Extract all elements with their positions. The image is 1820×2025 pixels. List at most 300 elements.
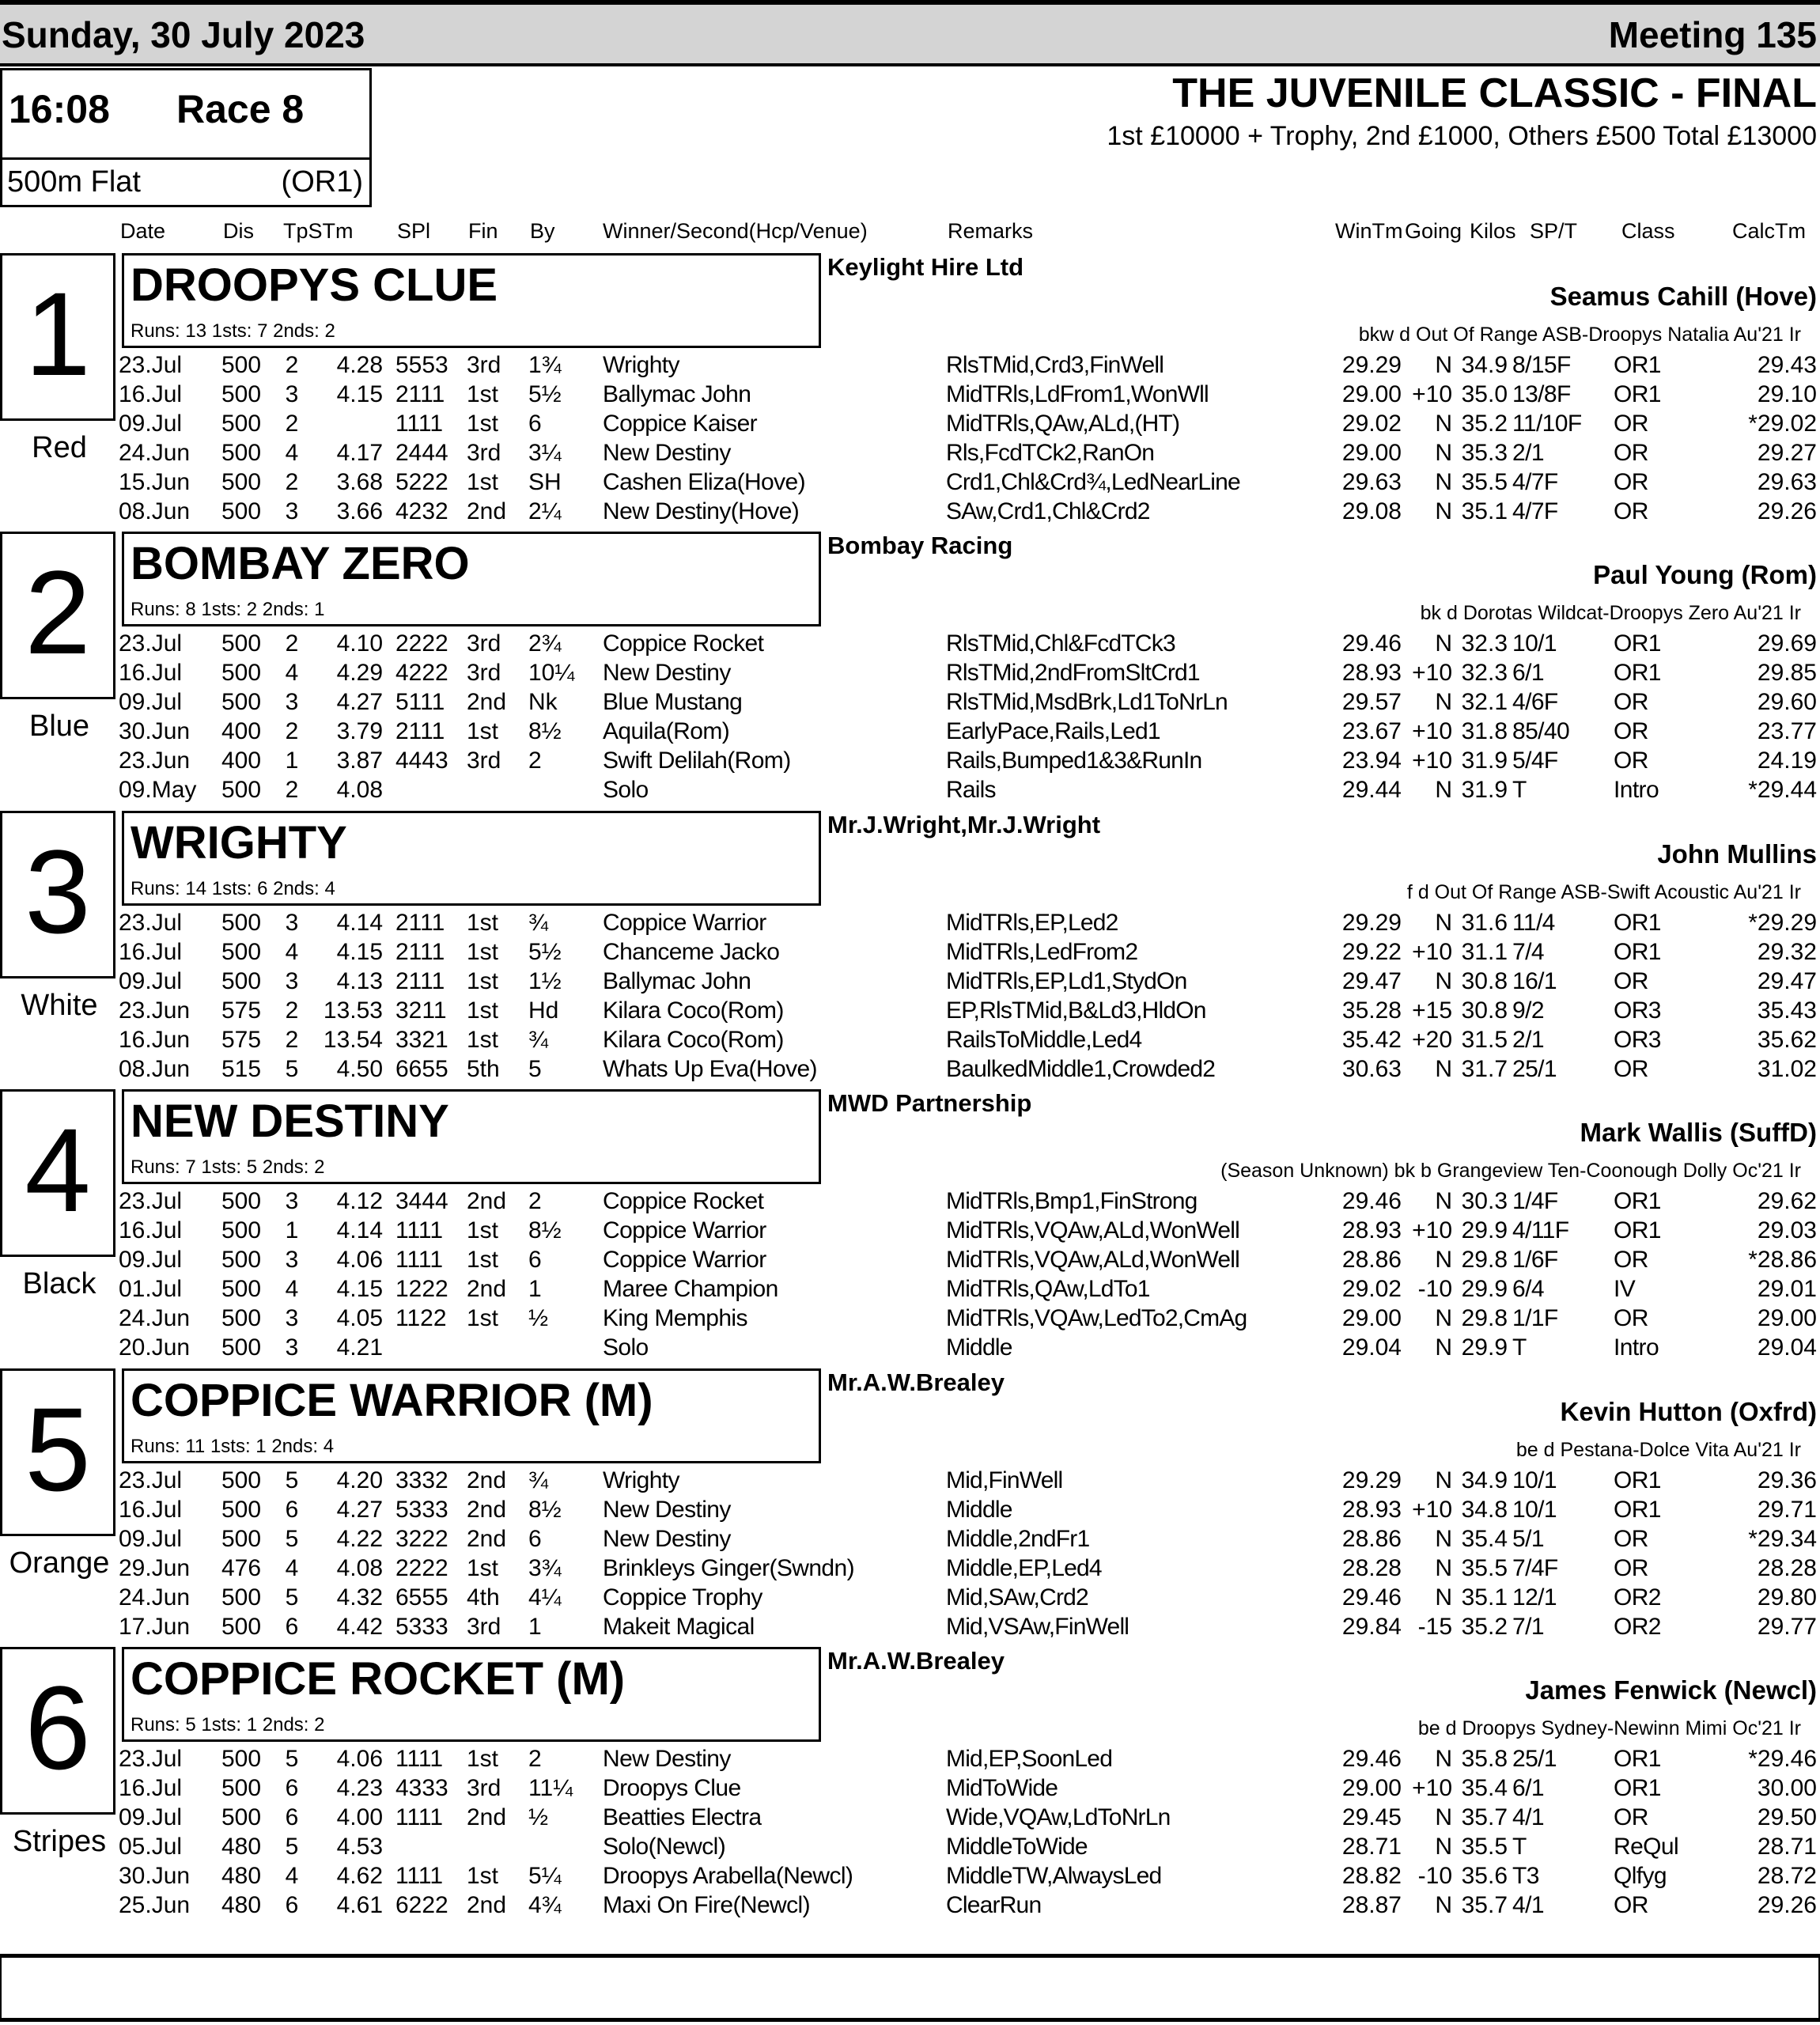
- race-title: THE JUVENILE CLASSIC - FINAL: [1172, 70, 1817, 116]
- form-calc-time: 28.71: [1757, 1834, 1817, 1860]
- form-class: OR1: [1614, 1775, 1661, 1801]
- form-split-positions: 6222: [395, 1892, 448, 1918]
- form-distance-beaten: Nk: [528, 689, 558, 715]
- dog-name: COPPICE ROCKET (M): [131, 1653, 626, 1705]
- form-calc-time: 29.47: [1757, 968, 1817, 994]
- form-finish: 4th: [467, 1584, 500, 1611]
- form-sectional: 4.14: [336, 910, 383, 936]
- dog-name: COPPICE WARRIOR (M): [131, 1375, 653, 1426]
- dog-name: DROOPYS CLUE: [131, 259, 498, 311]
- form-win-time: 28.87: [1341, 1892, 1402, 1918]
- form-remarks: BaulkedMiddle1,Crowded2: [946, 1056, 1216, 1082]
- form-starting-price: 10/1: [1512, 630, 1557, 657]
- form-sectional: 4.14: [336, 1217, 383, 1243]
- form-trap: 2: [285, 997, 299, 1024]
- form-trap: 6: [285, 1497, 299, 1523]
- form-row: [0, 717, 1820, 747]
- form-weight: 31.1: [1461, 939, 1508, 965]
- runner-block: [0, 1089, 1820, 1368]
- form-winner-second: Solo(Newcl): [603, 1834, 726, 1860]
- form-date: 16.Jul: [119, 381, 183, 407]
- form-row: [0, 659, 1820, 688]
- form-split-positions: 1111: [395, 1746, 444, 1772]
- form-going: N: [1435, 1746, 1452, 1772]
- form-weight: 29.9: [1461, 1334, 1508, 1361]
- form-distance-beaten: 4¼: [528, 1584, 562, 1611]
- form-finish: 1st: [467, 1217, 499, 1243]
- form-starting-price: T3: [1512, 1863, 1539, 1889]
- form-finish: [467, 1833, 522, 1861]
- form-distance: 500: [221, 498, 262, 524]
- trap-number: 3: [25, 825, 91, 958]
- dog-name-box: [122, 1647, 821, 1742]
- form-sectional: 3.68: [336, 469, 383, 495]
- dog-trainer: Seamus Cahill (Hove): [1549, 282, 1817, 311]
- form-win-time: 29.29: [1341, 352, 1402, 378]
- form-remarks: RailsToMiddle,Led4: [946, 1027, 1142, 1053]
- form-winner-second: Makeit Magical: [603, 1614, 755, 1640]
- form-row: [0, 1304, 1820, 1334]
- form-win-time: 28.28: [1341, 1555, 1402, 1581]
- form-going: -10: [1417, 1863, 1452, 1889]
- form-starting-price: 4/1: [1512, 1804, 1544, 1830]
- form-calc-time: 29.71: [1757, 1497, 1817, 1523]
- dog-run-stats: Runs: 11 1sts: 1 2nds: 4: [131, 1436, 335, 1457]
- form-row: [0, 1774, 1820, 1804]
- form-distance: 500: [221, 1526, 262, 1552]
- form-split-positions: 5222: [395, 469, 448, 495]
- form-remarks: RlsTMid,MsdBrk,Ld1ToNrLn: [946, 689, 1228, 715]
- form-row: [0, 630, 1820, 659]
- form-going: +10: [1412, 1497, 1452, 1523]
- form-trap: 2: [285, 352, 299, 378]
- form-going: +10: [1412, 1217, 1452, 1243]
- form-finish: 2nd: [467, 498, 507, 524]
- trap-number: 2: [25, 546, 91, 679]
- form-calc-time: 29.03: [1757, 1217, 1817, 1243]
- form-going: N: [1435, 440, 1452, 466]
- form-starting-price: T: [1512, 1834, 1527, 1860]
- form-winner-second: Brinkleys Ginger(Swndn): [603, 1555, 854, 1581]
- form-trap: 4: [285, 1863, 299, 1889]
- form-row: [0, 439, 1820, 468]
- form-weight: 30.8: [1461, 997, 1508, 1024]
- form-distance: 500: [221, 1614, 262, 1640]
- form-starting-price: 1/6F: [1512, 1247, 1558, 1273]
- form-win-time: 29.00: [1341, 381, 1402, 407]
- form-starting-price: 6/4: [1512, 1276, 1544, 1302]
- race-number: Race 8: [176, 87, 305, 131]
- dog-trainer: Paul Young (Rom): [1593, 560, 1817, 589]
- form-distance: 500: [221, 939, 262, 965]
- form-distance-beaten: 11¼: [528, 1775, 573, 1801]
- form-date: 16.Jul: [119, 660, 183, 686]
- form-date: 08.Jun: [119, 1056, 191, 1082]
- form-weight: 35.1: [1461, 1584, 1508, 1611]
- form-finish: 3rd: [467, 352, 501, 378]
- form-distance: 500: [221, 777, 262, 803]
- form-split-positions: 1111: [395, 1863, 444, 1889]
- form-weight: 31.8: [1461, 718, 1508, 744]
- dog-run-stats: Runs: 5 1sts: 1 2nds: 2: [131, 1714, 325, 1735]
- form-weight: 32.3: [1461, 630, 1508, 657]
- form-trap: 5: [285, 1056, 299, 1082]
- col-dis: Dis: [223, 219, 254, 243]
- form-distance: 500: [221, 1217, 262, 1243]
- dog-name-box: [122, 1089, 821, 1184]
- form-starting-price: 5/1: [1512, 1526, 1544, 1552]
- trap-colour: White: [21, 989, 98, 1022]
- form-win-time: 29.57: [1341, 689, 1402, 715]
- form-remarks: MidTRls,LedFrom2: [946, 939, 1138, 965]
- form-win-time: 23.67: [1341, 718, 1402, 744]
- form-starting-price: 2/1: [1512, 440, 1544, 466]
- form-calc-time: 29.00: [1757, 1305, 1817, 1331]
- form-class: OR: [1614, 498, 1648, 524]
- form-remarks: Mid,EP,SoonLed: [946, 1746, 1113, 1772]
- form-trap: 3: [285, 381, 299, 407]
- form-row: [0, 997, 1820, 1026]
- dog-breeding: (Season Unknown) bk b Grangeview Ten-Coonough Dolly Oc'21 Ir: [1220, 1160, 1801, 1182]
- form-remarks: Rls,FcdTCk2,RanOn: [946, 440, 1155, 466]
- form-distance-beaten: 6: [528, 411, 542, 437]
- dog-breeding: f d Out Of Range ASB-Swift Acoustic Au'21 Ir: [1406, 881, 1801, 903]
- form-remarks: Mid,SAw,Crd2: [946, 1584, 1088, 1611]
- form-calc-time: 29.10: [1757, 381, 1817, 407]
- form-remarks: MidToWide: [946, 1775, 1058, 1801]
- dog-breeding: bkw d Out Of Range ASB-Droopys Natalia Au'21 Ir: [1358, 324, 1801, 346]
- trap-colour: Orange: [9, 1546, 110, 1580]
- form-sectional: 4.08: [336, 1555, 383, 1581]
- form-win-time: 29.46: [1341, 630, 1402, 657]
- col-by: By: [530, 219, 555, 243]
- form-split-positions: 3211: [395, 997, 447, 1024]
- form-trap: 3: [285, 1188, 299, 1214]
- form-distance-beaten: 4¾: [528, 1892, 562, 1918]
- form-going: N: [1435, 1584, 1452, 1611]
- form-distance: 500: [221, 630, 262, 657]
- form-split-positions: 5333: [395, 1614, 448, 1640]
- form-trap: 4: [285, 1276, 299, 1302]
- form-starting-price: 4/11F: [1512, 1217, 1569, 1243]
- form-winner-second: New Destiny: [603, 660, 731, 686]
- form-weight: 31.5: [1461, 1027, 1508, 1053]
- form-distance: 500: [221, 1467, 262, 1493]
- form-sectional: [304, 410, 383, 438]
- form-weight: 35.1: [1461, 498, 1508, 524]
- form-distance-beaten: ¾: [528, 1027, 549, 1053]
- form-starting-price: 4/1: [1512, 1892, 1544, 1918]
- trap-colour: Blue: [28, 710, 90, 743]
- form-distance: 500: [221, 910, 262, 936]
- form-weight: 35.0: [1461, 381, 1508, 407]
- form-winner-second: New Destiny: [603, 1746, 731, 1772]
- form-winner-second: Coppice Trophy: [603, 1584, 762, 1611]
- form-split-positions: 1111: [395, 1247, 444, 1273]
- form-going: N: [1435, 1056, 1452, 1082]
- form-class: OR: [1614, 718, 1648, 744]
- col-sp: SP/T: [1530, 219, 1578, 243]
- form-win-time: 29.46: [1341, 1746, 1402, 1772]
- form-winner-second: Solo: [603, 777, 649, 803]
- form-going: N: [1435, 469, 1452, 495]
- form-split-positions: 5553: [395, 352, 448, 378]
- form-row: [0, 1026, 1820, 1055]
- form-distance-beaten: 3¼: [528, 440, 562, 466]
- form-date: 09.Jul: [119, 1247, 183, 1273]
- form-starting-price: 16/1: [1512, 968, 1557, 994]
- form-date: 20.Jun: [119, 1334, 191, 1361]
- form-sectional: 13.54: [323, 1027, 383, 1053]
- form-split-positions: 4232: [395, 498, 448, 524]
- form-split-positions: 2222: [395, 1555, 448, 1581]
- form-row: [0, 1055, 1820, 1084]
- form-distance-beaten: 2¾: [528, 630, 562, 657]
- form-starting-price: 12/1: [1512, 1584, 1557, 1611]
- form-sectional: 4.27: [336, 689, 383, 715]
- form-finish: [467, 1334, 522, 1362]
- form-date: 01.Jul: [119, 1276, 183, 1302]
- form-trap: 2: [285, 777, 299, 803]
- dog-name: WRIGHTY: [131, 817, 347, 869]
- dog-trainer: John Mullins: [1657, 839, 1817, 869]
- form-win-time: 29.84: [1341, 1614, 1402, 1640]
- form-weight: 29.8: [1461, 1247, 1508, 1273]
- form-remarks: Wide,VQAw,LdToNrLn: [946, 1804, 1171, 1830]
- form-sectional: 4.13: [336, 968, 383, 994]
- form-calc-time: 35.62: [1757, 1027, 1817, 1053]
- form-sectional: 4.53: [336, 1834, 383, 1860]
- form-remarks: Crd1,Chl&Crd¾,LedNearLine: [946, 469, 1240, 495]
- form-starting-price: 7/4F: [1512, 1555, 1558, 1581]
- form-remarks: MiddleTW,AlwaysLed: [946, 1863, 1162, 1889]
- form-calc-time: 35.43: [1757, 997, 1817, 1024]
- runner-block: [0, 532, 1820, 810]
- form-class: OR1: [1614, 910, 1661, 936]
- form-weight: 35.5: [1461, 1555, 1508, 1581]
- form-going: +10: [1412, 718, 1452, 744]
- form-calc-time: *29.02: [1748, 411, 1817, 437]
- form-split-positions: 1222: [395, 1276, 448, 1302]
- form-row: [0, 1275, 1820, 1304]
- form-class: OR: [1614, 469, 1648, 495]
- form-sectional: 4.22: [336, 1526, 383, 1552]
- form-distance: 500: [221, 1188, 262, 1214]
- form-weight: 35.7: [1461, 1892, 1508, 1918]
- form-row: [0, 776, 1820, 805]
- form-finish: 1st: [467, 939, 499, 965]
- form-row: [0, 1554, 1820, 1584]
- form-remarks: MidTRls,VQAw,LedTo2,CmAg: [946, 1305, 1247, 1331]
- col-remarks: Remarks: [948, 219, 1034, 243]
- form-win-time: 29.29: [1341, 1467, 1402, 1493]
- form-win-time: 29.63: [1341, 469, 1402, 495]
- form-starting-price: 4/7F: [1512, 498, 1558, 524]
- form-split-positions: 6655: [395, 1056, 448, 1082]
- dog-name: NEW DESTINY: [131, 1096, 449, 1147]
- form-class: OR1: [1614, 660, 1661, 686]
- form-calc-time: *29.46: [1748, 1746, 1817, 1772]
- form-distance-beaten: 10¼: [528, 660, 575, 686]
- form-weight: 35.8: [1461, 1746, 1508, 1772]
- form-sectional: 4.28: [336, 352, 383, 378]
- form-calc-time: 29.77: [1757, 1614, 1817, 1640]
- form-row: [0, 351, 1820, 380]
- col-fin: Fin: [468, 219, 498, 243]
- form-distance: 500: [221, 411, 262, 437]
- form-going: N: [1435, 689, 1452, 715]
- form-class: OR: [1614, 689, 1648, 715]
- trap-colour: Black: [22, 1267, 96, 1300]
- form-remarks: Middle,2ndFr1: [946, 1526, 1090, 1552]
- form-starting-price: 1/1F: [1512, 1305, 1558, 1331]
- form-win-time: 29.08: [1341, 498, 1402, 524]
- form-winner-second: Beatties Electra: [603, 1804, 762, 1830]
- form-trap: 3: [285, 689, 299, 715]
- form-weight: 29.9: [1461, 1276, 1508, 1302]
- form-calc-time: 30.00: [1757, 1775, 1817, 1801]
- trap-number: 5: [25, 1383, 91, 1516]
- form-winner-second: Coppice Rocket: [603, 630, 764, 657]
- form-distance-beaten: 3¾: [528, 1555, 562, 1581]
- form-going: N: [1435, 411, 1452, 437]
- col-calctm: CalcTm: [1732, 219, 1806, 243]
- form-date: 23.Jul: [119, 1467, 183, 1493]
- form-going: N: [1435, 1467, 1452, 1493]
- form-calc-time: *29.29: [1748, 910, 1817, 936]
- form-weight: 35.6: [1461, 1863, 1508, 1889]
- form-row: [0, 1862, 1820, 1891]
- form-going: N: [1435, 1892, 1452, 1918]
- form-split-positions: 3321: [395, 1027, 448, 1053]
- form-class: OR1: [1614, 1217, 1661, 1243]
- form-win-time: 30.63: [1341, 1056, 1402, 1082]
- form-remarks: Mid,FinWell: [946, 1467, 1063, 1493]
- form-split-positions: 2111: [395, 968, 445, 994]
- form-starting-price: 10/1: [1512, 1497, 1557, 1523]
- form-split-positions: 2111: [395, 910, 445, 936]
- race-prize: 1st £10000 + Trophy, 2nd £1000, Others £500 Total £13000: [1107, 121, 1817, 151]
- form-split-positions: [395, 1833, 460, 1861]
- form-distance: 480: [221, 1863, 262, 1889]
- form-win-time: 29.02: [1341, 1276, 1402, 1302]
- form-remarks: MiddleToWide: [946, 1834, 1088, 1860]
- form-row: [0, 468, 1820, 498]
- form-starting-price: 85/40: [1512, 718, 1570, 744]
- form-calc-time: 29.63: [1757, 469, 1817, 495]
- form-win-time: 35.28: [1341, 997, 1402, 1024]
- form-split-positions: [395, 1334, 460, 1362]
- form-going: N: [1435, 352, 1452, 378]
- form-going: N: [1435, 1305, 1452, 1331]
- form-sectional: 4.05: [336, 1305, 383, 1331]
- form-winner-second: Coppice Warrior: [603, 910, 766, 936]
- form-win-time: 29.02: [1341, 411, 1402, 437]
- form-starting-price: 10/1: [1512, 1467, 1557, 1493]
- form-going: +10: [1412, 660, 1452, 686]
- form-weight: 35.7: [1461, 1804, 1508, 1830]
- form-row: [0, 1833, 1820, 1862]
- form-remarks: MidTRls,QAw,LdTo1: [946, 1276, 1150, 1302]
- form-calc-time: *28.86: [1748, 1247, 1817, 1273]
- form-date: 09.Jul: [119, 1804, 183, 1830]
- form-sectional: 4.17: [336, 440, 383, 466]
- dog-run-stats: Runs: 14 1sts: 6 2nds: 4: [131, 878, 335, 899]
- form-winner-second: Coppice Warrior: [603, 1217, 766, 1243]
- form-distance-beaten: 2¼: [528, 498, 562, 524]
- form-finish: 3rd: [467, 630, 501, 657]
- form-split-positions: 5111: [395, 689, 445, 715]
- form-winner-second: Wrighty: [603, 1467, 679, 1493]
- form-sectional: 4.42: [336, 1614, 383, 1640]
- form-row: [0, 1496, 1820, 1525]
- form-date: 23.Jul: [119, 1188, 183, 1214]
- form-distance-beaten: 8½: [528, 1497, 562, 1523]
- form-sectional: 4.15: [336, 381, 383, 407]
- form-date: 16.Jul: [119, 1775, 183, 1801]
- form-distance-beaten: [528, 776, 600, 804]
- form-win-time: 29.47: [1341, 968, 1402, 994]
- form-distance: 480: [221, 1892, 262, 1918]
- form-weight: 35.5: [1461, 1834, 1508, 1860]
- dog-owner: MWD Partnership: [827, 1089, 1032, 1117]
- form-finish: 2nd: [467, 1188, 507, 1214]
- form-class: OR1: [1614, 352, 1661, 378]
- form-remarks: MidTRls,VQAw,ALd,WonWell: [946, 1247, 1239, 1273]
- col-kilos: Kilos: [1470, 219, 1516, 243]
- form-finish: 2nd: [467, 689, 507, 715]
- form-weight: 35.4: [1461, 1775, 1508, 1801]
- form-split-positions: 5333: [395, 1497, 448, 1523]
- form-calc-time: 29.32: [1757, 939, 1817, 965]
- form-weight: 35.2: [1461, 1614, 1508, 1640]
- form-trap: 3: [285, 968, 299, 994]
- form-distance: 575: [221, 997, 262, 1024]
- col-tpstm: TpSTm: [283, 219, 354, 243]
- form-finish: 2nd: [467, 1497, 507, 1523]
- form-distance: 500: [221, 1334, 262, 1361]
- form-distance: 500: [221, 440, 262, 466]
- col-spl: SPl: [397, 219, 431, 243]
- form-row: [0, 747, 1820, 776]
- form-winner-second: Blue Mustang: [603, 689, 743, 715]
- form-weight: 35.3: [1461, 440, 1508, 466]
- dog-owner: Mr.A.W.Brealey: [827, 1647, 1005, 1675]
- form-distance: 500: [221, 1276, 262, 1302]
- form-sectional: 4.21: [336, 1334, 383, 1361]
- form-sectional: 3.79: [336, 718, 383, 744]
- race-time: 16:08: [9, 87, 110, 131]
- form-remarks: Rails,Bumped1&3&RunIn: [946, 748, 1202, 774]
- dog-owner: Mr.A.W.Brealey: [827, 1368, 1005, 1396]
- form-distance-beaten: 1½: [528, 968, 562, 994]
- form-distance: 500: [221, 1497, 262, 1523]
- form-date: 15.Jun: [119, 469, 191, 495]
- form-starting-price: 7/4: [1512, 939, 1544, 965]
- form-trap: 6: [285, 1892, 299, 1918]
- form-date: 24.Jun: [119, 1584, 191, 1611]
- form-distance-beaten: 5¼: [528, 1863, 562, 1889]
- form-row: [0, 1334, 1820, 1363]
- form-finish: 1st: [467, 1863, 499, 1889]
- form-split-positions: 6555: [395, 1584, 448, 1611]
- form-class: Intro: [1614, 1334, 1659, 1361]
- form-finish: 5th: [467, 1056, 500, 1082]
- form-date: 24.Jun: [119, 1305, 191, 1331]
- form-winner-second: Kilara Coco(Rom): [603, 1027, 784, 1053]
- form-starting-price: 6/1: [1512, 1775, 1544, 1801]
- form-finish: [467, 776, 522, 804]
